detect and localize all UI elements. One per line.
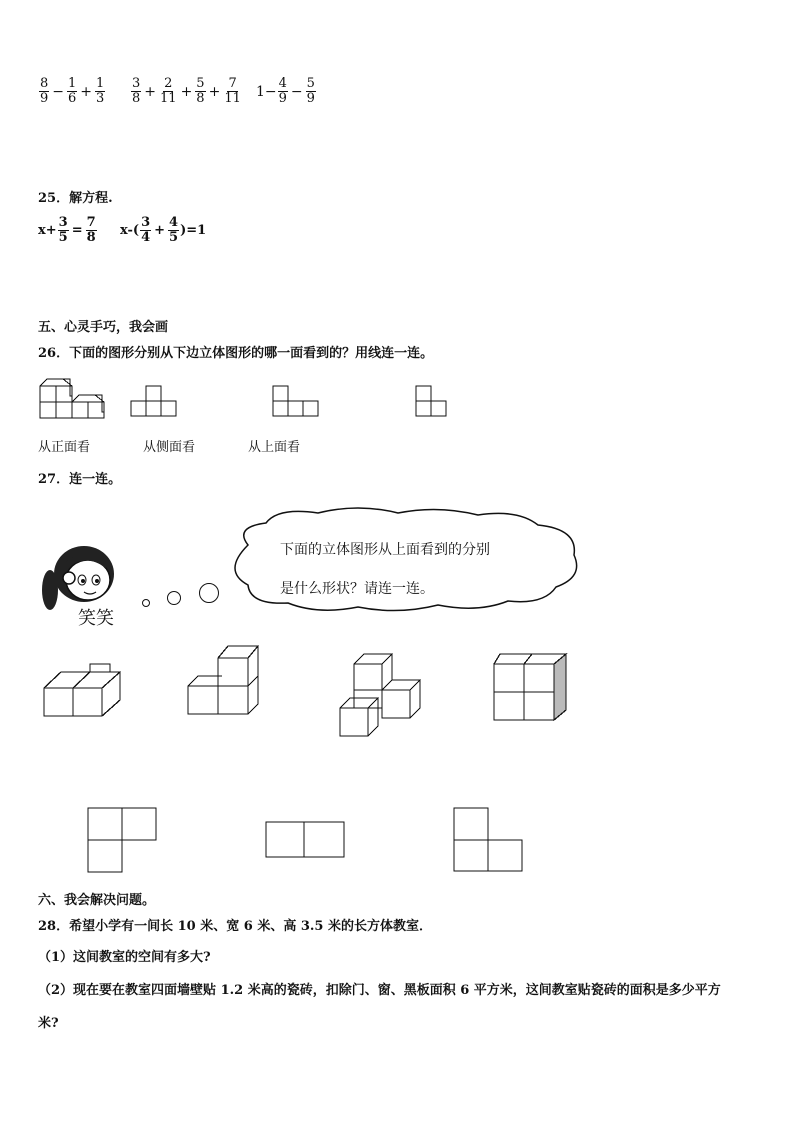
q27-solids (36, 640, 576, 744)
solid-cube-figure (40, 379, 104, 418)
fraction: $\frac{7}{11}$ (224, 76, 241, 106)
question-25-title: 25．解方程. (38, 191, 113, 206)
calc-expression-2: $\frac{3}{8}$ + $\frac{2}{11}$ + $\frac{5}{8}$ + $\frac{7}{11}$ (132, 76, 241, 106)
equation-1: x+ $\frac{3}{5}$ = $\frac{7}{8}$ (38, 215, 96, 245)
bubble-text-line-1: 下面的立体图形从上面看到的分别 (280, 542, 490, 558)
character-name: 笑笑 (78, 608, 114, 629)
top-view-shape-2[interactable] (266, 822, 344, 857)
solid-a[interactable] (44, 664, 120, 716)
equation-2: x-( $\frac{3}{4}$ + $\frac{4}{5}$ )=1 (120, 215, 207, 245)
fraction: $\frac{1}{3}$ (96, 76, 105, 106)
view-shape-3[interactable] (416, 386, 446, 416)
fraction: $\frac{8}{9}$ (40, 76, 49, 106)
section-5-title: 五、心灵手巧，我会画 (38, 320, 169, 335)
q27-top-views (80, 800, 540, 880)
view-shape-1[interactable] (131, 386, 176, 416)
fraction: $\frac{3}{5}$ (58, 215, 68, 245)
section-6-title: 六、我会解决问题。 (38, 893, 156, 908)
label-side-view: 从侧面看 (143, 440, 196, 455)
q26-figures (30, 368, 460, 428)
fraction: $\frac{3}{4}$ (141, 215, 151, 245)
question-28-sub-2-line-1: （2）现在要在教室四面墙壁贴 1.2 米高的瓷砖，扣除门、窗、黑板面积 6 平方米，这间教室贴瓷砖的面积是多少平方 (38, 983, 721, 998)
bubble-text-line-2: 是什么形状？请连一连。 (280, 581, 434, 597)
solid-d[interactable] (494, 654, 566, 720)
solid-c[interactable] (340, 654, 420, 736)
label-front-view: 从正面看 (38, 440, 91, 455)
question-27-title: 27．连一连。 (38, 472, 122, 487)
question-28-sub-1: （1）这间教室的空间有多大? (38, 950, 211, 965)
fraction: $\frac{5}{8}$ (196, 76, 205, 106)
fraction: $\frac{1}{6}$ (68, 76, 77, 106)
fraction: $\frac{4}{5}$ (169, 215, 179, 245)
top-view-shape-3[interactable] (454, 808, 522, 871)
calc-expression-3: 1− $\frac{4}{9}$ − $\frac{5}{9}$ (256, 76, 315, 106)
question-28-sub-2-line-2: 米? (38, 1016, 59, 1031)
fraction: $\frac{2}{11}$ (160, 76, 177, 106)
fraction: $\frac{4}{9}$ (278, 76, 287, 106)
solid-b[interactable] (188, 646, 258, 714)
fraction: $\frac{7}{8}$ (86, 215, 96, 245)
question-28-title: 28．希望小学有一间长 10 米、宽 6 米、高 3.5 米的长方体教室． (38, 919, 432, 934)
label-top-view: 从上面看 (248, 440, 301, 455)
question-26-title: 26．下面的图形分别从下边立体图形的哪一面看到的？用线连一连。 (38, 346, 434, 361)
view-shape-2[interactable] (273, 386, 318, 416)
thought-bubble (138, 505, 588, 620)
top-view-shape-1[interactable] (88, 808, 156, 872)
fraction: $\frac{5}{9}$ (306, 76, 315, 106)
calc-expression-1: $\frac{8}{9}$ − $\frac{1}{6}$ + $\frac{1}{3}$ (40, 76, 105, 106)
fraction: $\frac{3}{8}$ (132, 76, 141, 106)
